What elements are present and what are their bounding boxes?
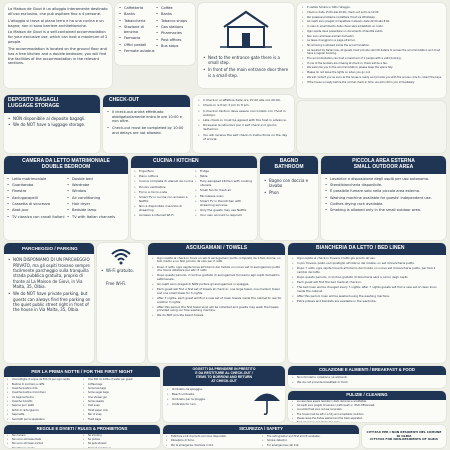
- list-item: • NON DISPONIAMO DI UN PARCHEGGIO PRIVATO, ma gli ospiti trovano sempre facilmente parcheggio sulla tranquilla strada pubblica gratuita, proprio di fronte al La Maison de Giovì, in Via Malta, 35, Olbia.: [7, 257, 91, 289]
- kitchen-card: [131, 156, 257, 240]
- list-item: • Per le emergenze chiamare il 112.: [165, 444, 261, 447]
- first-night-list-en: [82, 379, 158, 422]
- outdoor-card: [321, 156, 446, 240]
- safety-list-en: [261, 435, 357, 447]
- list-item: • If the house is ready before the normal check-in time, we will inform you immediately.: [301, 81, 442, 84]
- luggage-card: [4, 95, 100, 153]
- list-item: • Caffetteria: [118, 6, 155, 11]
- list-item: • Non sono ammesse feste: [6, 439, 82, 442]
- list-item: • Piccolo ventilatore: [133, 186, 194, 190]
- list-item: • No parties: [82, 439, 158, 442]
- list-item: • Hair dryer: [66, 202, 126, 207]
- list-item: • Each guest will find a first set of towels at check-in: one large towel, one medium towel and one small towel for 3 nights.: [151, 288, 282, 295]
- list-item: • Banks: [118, 12, 155, 17]
- first-night-card: [4, 366, 160, 422]
- breakfast-list: [288, 375, 446, 387]
- safety-title: SICUREZZA / SAFETY: [163, 425, 359, 434]
- list-item: • One shower gel: [82, 397, 158, 400]
- kitchen-title: CUCINA / KITCHEN: [131, 156, 257, 168]
- outdoor-title: PICCOLA AREA ESTERNA SMALL OUTDOOR AREA: [321, 156, 446, 174]
- list-item: • Dopo 7 notti, ogni ospite troverà all'interno del mobile un nuovo set di biancheria pulito, per fare il cambio del letto.: [291, 267, 443, 274]
- list-item: • TV with Italian channels: [66, 215, 126, 220]
- list-item: • Sapone per i piatti: [6, 405, 82, 408]
- list-item: • Il check-in si effettua dalle ore 15:00 alle ore 20:00.: [197, 99, 290, 103]
- list-item: • Cassetta di sicurezza: [6, 202, 66, 207]
- list-item: • As required by Italian law, all guests must provide valid ID details to access the accommodation and must have a regular booking.: [301, 49, 442, 56]
- list-item: • Dopo 3 notti, ogni ospite trova all'interno del mobile un nuovo set di asciugamani pulito che dovrà utilizzare per altri 3 notti.: [151, 266, 282, 273]
- list-item: • We do not provide breakfast or food.: [291, 381, 443, 384]
- list-item: • Some tea bags: [82, 388, 158, 391]
- list-item: • Coffee: [155, 6, 192, 11]
- list-item: • Il check-in tardivo deve essere concordato con l'host in anticipo.: [197, 110, 290, 118]
- welcome-text-3: La Maison de Giovì is a self-contained accommodation for your exclusive use, which can host a maximum of 2 people.: [8, 30, 108, 45]
- list-item: • Microwave oven: [194, 195, 255, 199]
- list-item: • Estintore e kit di pronto soccorso disponibili.: [165, 435, 261, 438]
- list-item: • Some sweets: [82, 401, 158, 404]
- list-item: • Tabaccheria: [118, 19, 155, 24]
- list-item: • Gli ospiti sono pregati di NON portare gli asciugamani in spiaggia.: [151, 283, 282, 287]
- list-item: • Non sono ammessi animali: [6, 443, 82, 446]
- rules-card: [4, 425, 160, 448]
- list-item: • Check-out must be completed by 10:00 and delays are not allowed.: [106, 126, 187, 136]
- list-item: • Accesso a internet Wi-Fi: [133, 214, 194, 218]
- outdoor-list: [321, 174, 446, 218]
- wifi-icon: [110, 247, 132, 265]
- list-item: • Small fan for fresh air: [194, 189, 255, 193]
- list-item: • Washing machine available for guests' independent use.: [324, 196, 443, 201]
- list-item: • Check-in is from 3 pm to 8 pm.: [197, 104, 290, 108]
- list-item: • We will contact you as soon as the house is ready and provide you with the access code to collect the keys.: [301, 76, 442, 79]
- list-item: • Clothes drying rack available.: [324, 202, 443, 207]
- rules-title: REGOLE E DIVIETI / RULES & PROHIBITIONS: [4, 425, 160, 434]
- house-rules-card: [297, 3, 446, 98]
- list-item: • Table: [194, 175, 255, 179]
- cleaning-title: PULIZIE / CLEANING: [288, 391, 446, 400]
- list-item: • Bustine di zucchero e caffè: [6, 384, 82, 387]
- entrance-notes: [202, 55, 290, 78]
- list-item: • Toilet paper rolls: [82, 410, 158, 413]
- rules-list-it: [6, 435, 82, 448]
- list-item: • Il check-out andrà effettuato obbligatoriamente entro le ore 10:00 e non oltre.: [106, 110, 187, 125]
- list-item: • Dopo questo periodo, il riordino gratuito di biancheria sarà a carico degli ospiti.: [291, 276, 443, 280]
- list-item: • Bagno con doccia e lavabo: [263, 178, 315, 189]
- rules-list-en: [82, 435, 158, 448]
- list-item: • Piano cottura: [133, 175, 194, 179]
- list-item: • Frigorifero: [133, 170, 194, 174]
- list-item: • Per qualsiasi problema contattare l'host via WhatsApp.: [301, 16, 442, 19]
- parking-title: PARCHEGGIO / PARKING: [4, 243, 94, 254]
- list-item: • Stazione di benzina: [118, 25, 155, 35]
- borrow-items-list: [166, 388, 252, 416]
- checkout-title: CHECK-OUT: [103, 95, 190, 107]
- list-item: • Non sono ammessi animali domestici.: [301, 35, 442, 38]
- list-item: • Wardrobe: [66, 183, 126, 188]
- borrow-items-card: [163, 366, 285, 422]
- linen-list: [288, 255, 446, 307]
- bathroom-list: [260, 174, 318, 201]
- list-item: • Only the guests may use Netflix: [194, 209, 255, 213]
- list-item: • Late check-in must be agreed with the host in advance.: [197, 119, 290, 123]
- bedroom-list-en: [66, 177, 126, 220]
- list-item: • È possibile fumare solo nella piccola area esterna.: [324, 189, 443, 194]
- list-item: • You will receive the self check-in instructions on the day of arrival.: [197, 134, 290, 142]
- list-item: • Ogni ospite deve presentare un documento d'identità valido.: [301, 30, 442, 33]
- list-item: • No smoking: [82, 435, 158, 438]
- first-night-title: PER LA PRIMA NOTTE / FOR THE FIRST NIGHT: [4, 366, 160, 377]
- list-item: • We welcome you to the accommodation; please keep the space tidy.: [301, 66, 442, 69]
- list-item: • Asciugacapelli: [6, 196, 66, 201]
- list-item: • Gas stations: [155, 25, 192, 30]
- list-item: • Bar of soap: [82, 414, 158, 417]
- list-item: • Fully equipped kitchen with cooking utensils: [194, 180, 255, 188]
- list-item: • Dopo questo periodo, il riordino gratuito di asciugamani forniremo agli ospiti domestico settimanale.: [151, 274, 282, 281]
- list-item: • Una bottiglia di acqua da 500 ml per ogni ospite: [6, 379, 82, 382]
- list-item: • In caso di smarrimento delle chiavi sarà addebitato un costo.: [301, 25, 442, 28]
- list-item: • Sacchetti per la spazzatura: [6, 419, 82, 422]
- list-item: • Ogni ospite al check-in trova un set di asciugamani pulito composto da 1 telo doccia, un telo medio e un telo piccolo da viso per 2 notti.: [151, 257, 282, 264]
- list-item: • Letto matrimoniale: [6, 177, 66, 182]
- list-item: • Non fumare: [6, 435, 82, 438]
- safety-card: [163, 425, 359, 448]
- checkout-list: [103, 107, 190, 140]
- list-item: • The house must be left in a tidy and acceptable condition.: [291, 414, 443, 417]
- first-night-list-it: [6, 379, 82, 422]
- list-item: • Qualche bustina di zucchero: [6, 392, 82, 395]
- welcome-text-1: La Maison de Giovì è un alloggio interamente destinato all'uso esclusivo, che può ospitare fino a 4 persone.: [8, 7, 108, 16]
- list-item: • If one of the bookers are missing at check-in, there will be a fee.: [301, 62, 442, 65]
- list-item: • Dish soap: [82, 405, 158, 408]
- list-item: • Qualche dolcetto: [6, 401, 82, 404]
- towels-title: ASCIUGAMANI / TOWELS: [148, 243, 285, 255]
- list-item: • La tassa di soggiorno si paga all'arrivo.: [301, 39, 442, 42]
- list-item: • Uffici postali: [118, 43, 155, 48]
- list-item: • Gli ospiti sono pregati di lasciare i piatti lavati e i rifiuti differenziati.: [291, 405, 443, 408]
- list-item: • In più troverà, posto nel ripostiglio all'interno del mobile, un set di biancheria pulito.: [291, 262, 443, 266]
- list-item: • Check-in dalle 15:00 alle 20:00; check-out entro le 10:00.: [301, 11, 442, 14]
- list-item: • After 3 nights, each guest will find a new set of clean towels inside the cabinet to use for another 3 nights.: [151, 297, 282, 304]
- wifi-card: [97, 243, 145, 363]
- list-item: • Umbrella for rain.: [166, 403, 252, 407]
- list-item: • Farmacia: [118, 36, 155, 41]
- cleaning-list: [288, 400, 446, 422]
- list-item: • The accommodation can host a maximum of 2 people with a valid booking.: [301, 57, 442, 60]
- list-item: • Rilevatore di fumo.: [165, 439, 261, 442]
- list-item: • Air conditioning: [66, 196, 126, 201]
- nearby-list-en: [155, 6, 192, 49]
- city-tax-text: CITY-TAX PER I NON RESIDENTI NEL COMUNE DI OLBIA CITY-TAX FOR NON-RESIDENTS OF OLBIA: [366, 429, 442, 442]
- entrance-card: [198, 3, 294, 88]
- breakfast-title: COLAZIONE E ALIMENTI / BREAKFAST & FOOD: [288, 366, 446, 375]
- list-item: • Coffee bags: [82, 384, 158, 387]
- list-item: • Cucina completa di utensili da cucina: [133, 180, 194, 184]
- list-item: • After this period, the first towel send will be collected and guests may wash the towels provided using our free washing machine.: [151, 306, 282, 313]
- list-item: • One 500 ml bottle of water per guest: [82, 379, 158, 382]
- list-item: • Saponetta: [6, 414, 82, 417]
- kitchen-list-en: [194, 170, 255, 218]
- list-item: • Pharmacies: [155, 31, 192, 36]
- linen-card: [288, 243, 446, 363]
- nearby-list-it: [118, 6, 155, 54]
- house-rules-list: [301, 6, 442, 84]
- list-item: • Next to the entrance gate there is a small step.: [202, 55, 290, 66]
- list-item: • For emergencies call 112.: [261, 444, 357, 447]
- house-icon: [216, 7, 276, 51]
- wifi-list-it: [100, 268, 142, 273]
- bedroom-list-it: [6, 177, 66, 220]
- list-item: • Trash bags: [82, 419, 158, 422]
- list-item: • Please leave the dishes washed and the trash separated.: [291, 418, 443, 421]
- list-item: • Bedside lamp: [66, 208, 126, 213]
- list-item: • Ombrello per la pioggia.: [166, 398, 252, 402]
- list-item: • Stendibiancheria disponibile.: [324, 183, 443, 188]
- rules-top-spacer: [297, 101, 446, 153]
- checkout-card: [103, 95, 190, 153]
- list-item: • Ogni ospite al check-in trovera il letto già pronto all'uso.: [291, 257, 443, 261]
- list-item: • Qualche bustina di tè: [6, 388, 82, 391]
- list-item: • Non è disponibile il servizio di streaming: [133, 205, 194, 213]
- list-item: • Rotoli di carta igienica: [6, 410, 82, 413]
- list-item: • Tobacco shops: [155, 19, 192, 24]
- parking-list: [4, 254, 94, 317]
- list-item: • Abat-jour: [6, 208, 66, 213]
- list-item: • Post offices: [155, 38, 192, 43]
- list-item: • Some sugar bags: [82, 392, 158, 395]
- list-item: • Non forniamo colazione né alimenti.: [291, 376, 443, 379]
- list-item: • La casa deve essere lasciata in stato decoroso e accettabile.: [291, 401, 443, 404]
- list-item: • Gli ospiti sono pregati di rispettare il silenzio dalle 22:00 alle 8:00.: [301, 20, 442, 23]
- list-item: • Smoking is allowed only in the small outdoor area.: [324, 208, 443, 213]
- list-item: • Double bed: [66, 177, 126, 182]
- list-item: • Each guest will find the bed made at check-in.: [291, 281, 443, 285]
- wifi-label-it: • Wi-Fi gratuito.: [100, 268, 142, 273]
- list-item: • Please do not leave the lights on when you go out.: [301, 71, 442, 74]
- bedroom-title: CAMERA DA LETTO MATRIMONIALE DOUBLE BEDROOM: [4, 156, 128, 174]
- list-item: • NON disponibile al deposito bagagli.: [7, 116, 97, 121]
- bathroom-card: [260, 156, 318, 240]
- list-item: • Banks: [155, 12, 192, 17]
- list-item: • Smart TV in the kitchen with streaming services: [194, 200, 255, 208]
- list-item: • Beach umbrella.: [166, 393, 252, 397]
- list-item: • Guardaroba: [6, 183, 66, 188]
- checkin-list: [197, 99, 290, 142]
- list-item: • We do NOT provide beach towels.: [151, 314, 282, 318]
- list-item: • TV classica con canali italiani: [6, 215, 66, 220]
- list-item: • Finestra: [6, 189, 66, 194]
- umbrella-icon: [252, 388, 282, 416]
- list-item: • Your own account is required: [194, 214, 255, 218]
- list-item: • Extra pillows and blankets are available in the wardrobe.: [291, 300, 443, 304]
- list-item: • Le pulizie finali sono incluse nel prezzo.: [291, 409, 443, 412]
- borrow-items-title: OGGETTI DA PRENDERE IN PRESTITO E DA RESTITUIRE AL CHECK-OUT / ITEMS TO BORROW AND RETURN AT CHECK-OUT: [163, 366, 285, 386]
- list-item: • Fermate autobus: [118, 49, 155, 54]
- list-item: • Forno a micro-onde: [133, 191, 194, 195]
- kitchen-list-it: [133, 170, 194, 218]
- list-item: • Bus stops: [155, 44, 192, 49]
- towels-list: [148, 255, 285, 322]
- list-item: • In front of the main entrance door there is a small step.: [202, 67, 290, 78]
- bathroom-title: BAGNO BATHROOM: [260, 156, 318, 174]
- welcome-text-4: The accommodation is located on the ground floor and has a free kitchen and a double bedroom; you will find the facilities of the accommodation in the relevant sections.: [8, 46, 107, 66]
- list-item: • The bed linen will be changed every 7 nights; after 7 nights guests will find a new set of clean linen inside the cabinet.: [291, 286, 443, 293]
- list-item: • Phon: [263, 190, 315, 195]
- list-item: • No pets allowed: [82, 443, 158, 446]
- safety-list-it: [165, 435, 261, 447]
- welcome-text-2: L'alloggio si trova al piano terra e ha una cucina e un bagno; non ci sono barriere architettoniche.: [8, 18, 104, 28]
- checkin-card: [193, 95, 294, 153]
- cleaning-card: [288, 391, 446, 422]
- list-item: • Fire extinguisher and first aid kit available.: [261, 435, 357, 438]
- breakfast-card: [288, 366, 446, 388]
- wifi-label-en: Free Wi-Fi.: [106, 281, 127, 287]
- welcome-card: [4, 3, 112, 88]
- list-item: • Un bagnoschiuma: [6, 397, 82, 400]
- parking-card: [4, 243, 94, 363]
- list-item: • No smoking is allowed inside the accommodation.: [301, 44, 442, 47]
- list-item: • Lavatrice a disposizione degli ospiti per uso autonomo.: [324, 177, 443, 182]
- luggage-title: DEPOSITO BAGAGLI LUGGAGE STORAGE: [4, 95, 100, 113]
- list-item: • È vietato fumare in tutto l'alloggio.: [301, 6, 442, 9]
- linen-title: BIANCHERIA DA LETTO / BED LINEN: [288, 243, 446, 255]
- list-item: • Smart TV in cucina con accesso a Netflix: [133, 196, 194, 204]
- city-tax-card: [362, 425, 446, 448]
- list-item: • We do NOT have a luggage storage.: [7, 122, 97, 127]
- list-item: • Ombrello da spiaggia.: [166, 388, 252, 392]
- luggage-list: [4, 113, 100, 133]
- list-item: • We do NOT have private parking, but guests can always find free parking on the quiet public street right in front of the house in Via Malta, 35, Olbia.: [7, 291, 91, 313]
- list-item: • Window: [66, 189, 126, 194]
- list-item: • Fridge: [194, 170, 255, 174]
- list-item: • Riceverai le istruzioni per il self check-in il giorno dell'arrivo.: [197, 124, 290, 132]
- towels-card: [148, 243, 285, 363]
- list-item: • Smoke detector.: [261, 439, 357, 442]
- nearby-card: [115, 3, 195, 65]
- list-item: • After this period, linen will be washed using the washing machine.: [291, 295, 443, 299]
- bedroom-card: [4, 156, 128, 240]
